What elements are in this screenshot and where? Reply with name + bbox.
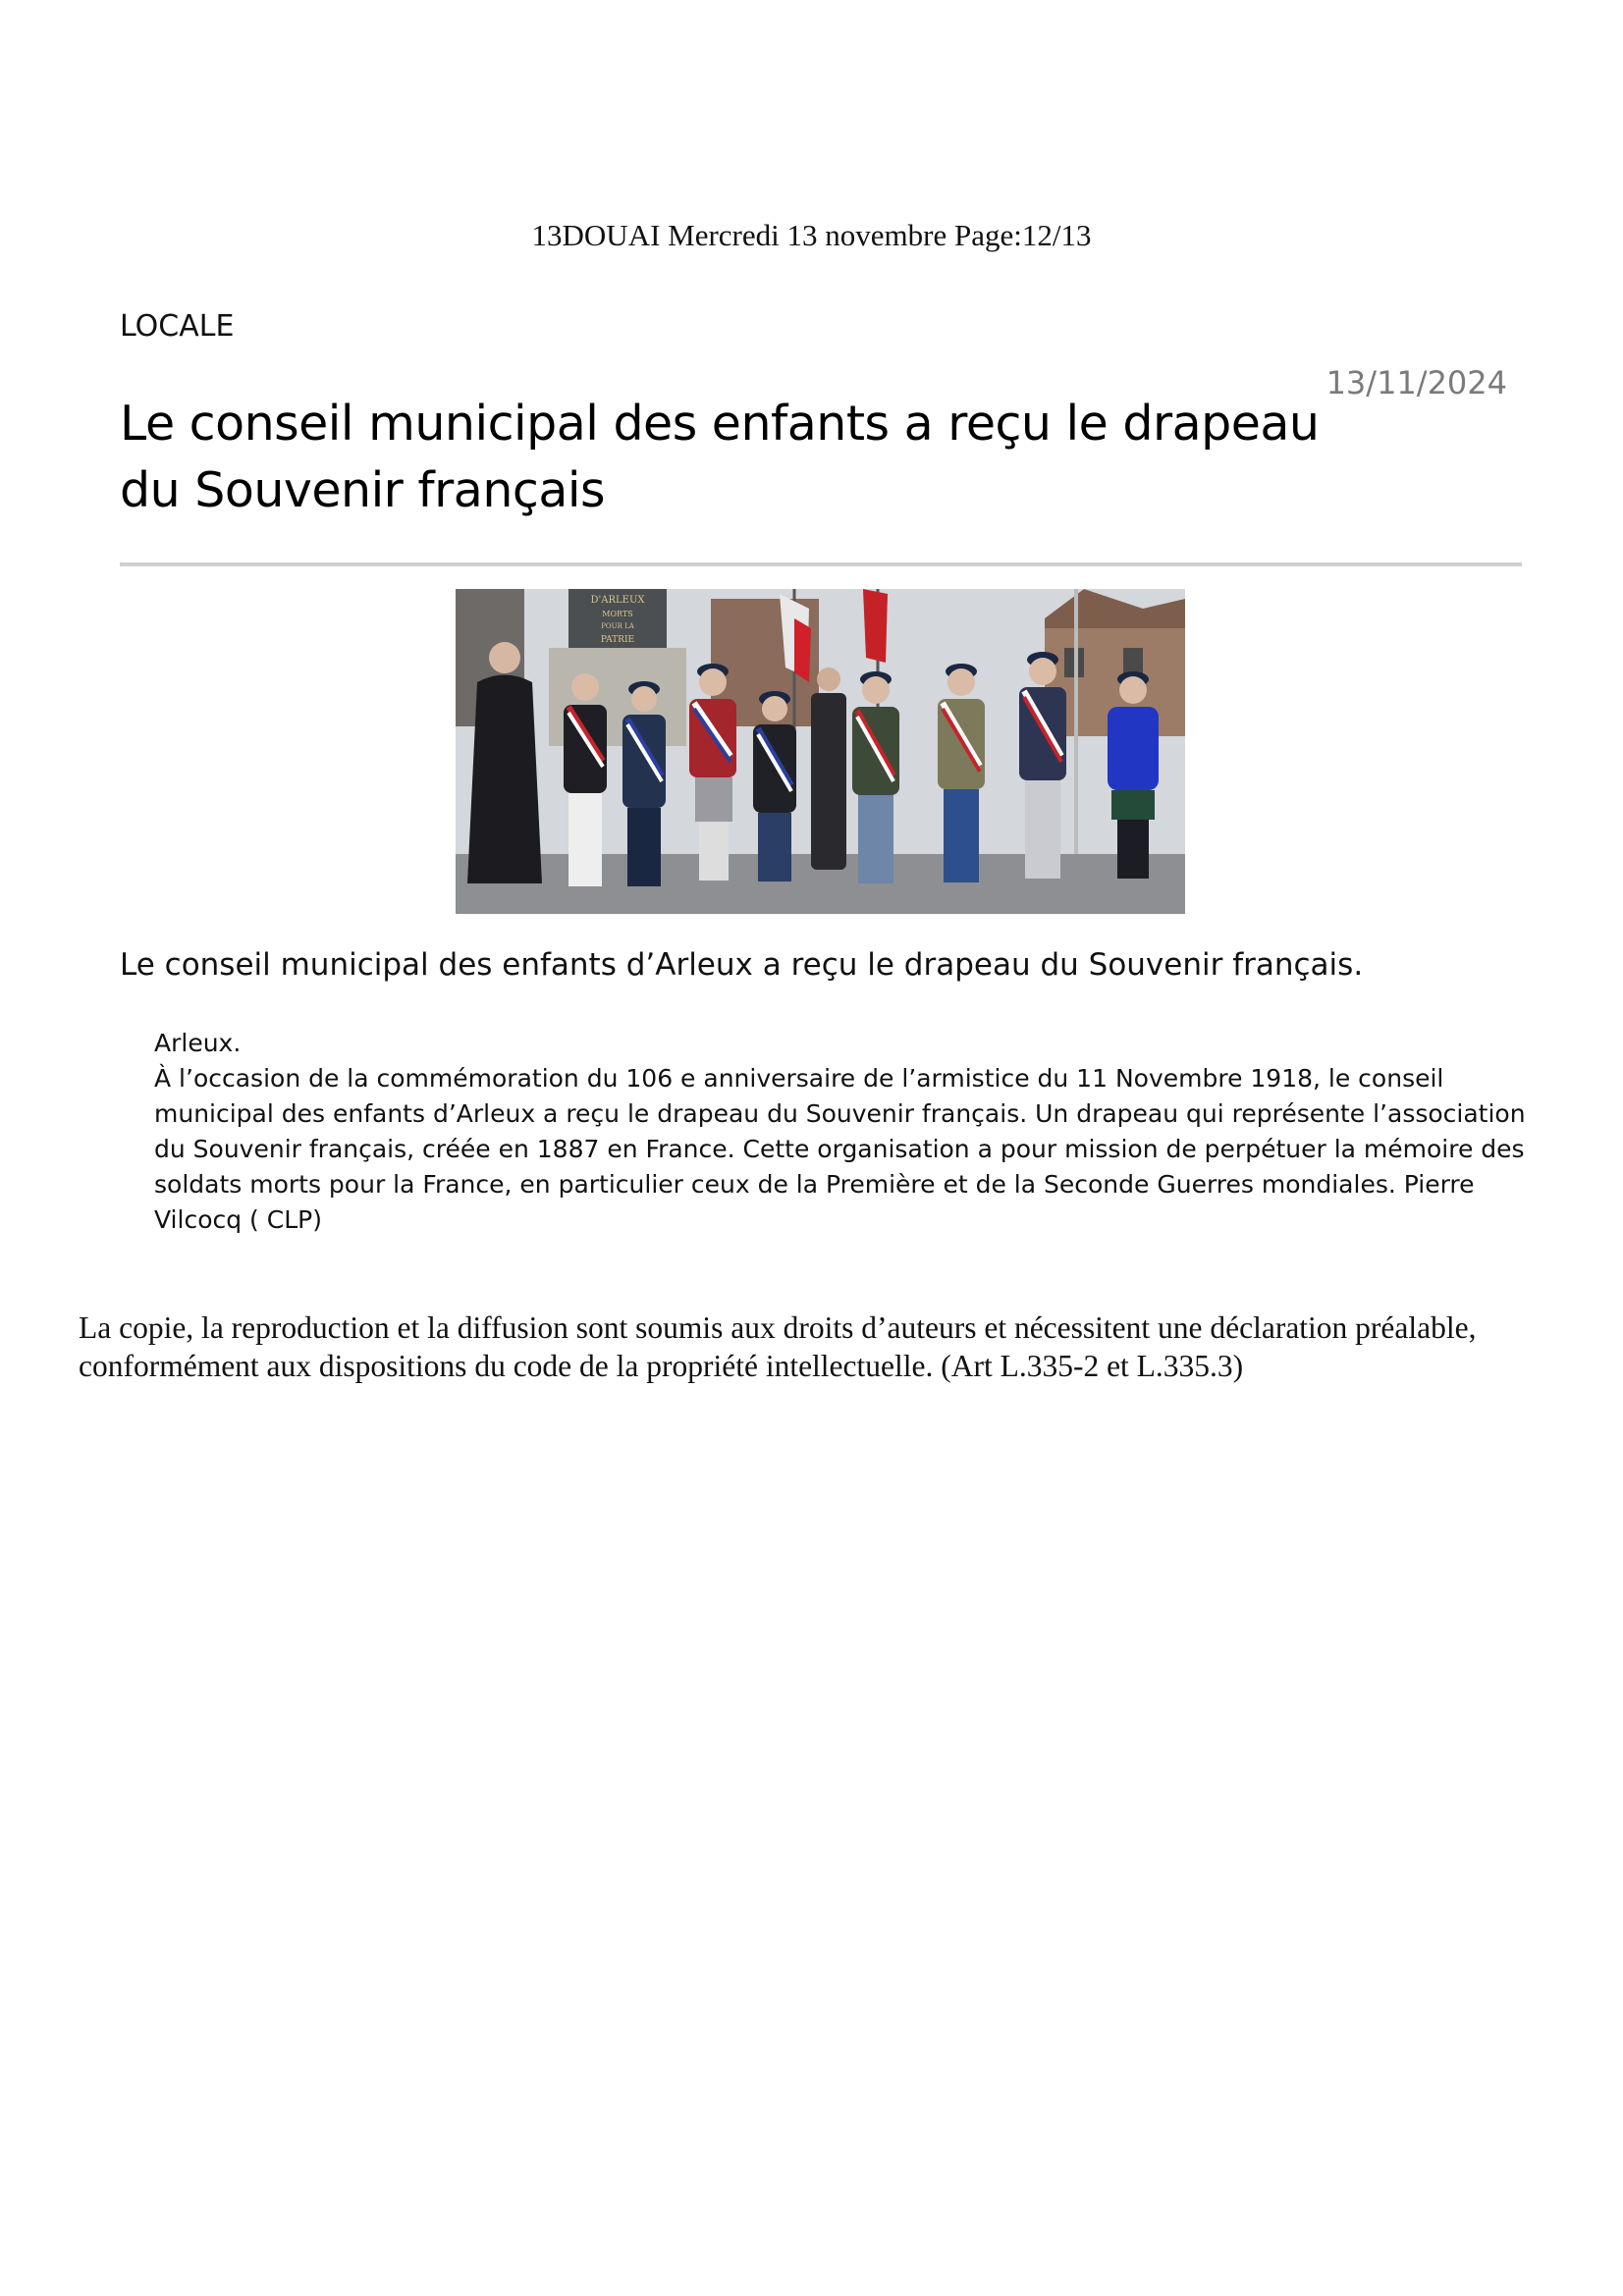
section-label: LOCALE [120, 309, 235, 344]
article-body [154, 1026, 1529, 1238]
monument-inscription-2: MORTS [602, 610, 633, 618]
article-title: Le conseil municipal des enfants a reçu le drapeau du Souvenir français [120, 396, 1320, 518]
monument-inscription-4: PATRIE [600, 635, 635, 645]
legal-notice: La copie, la reproduction et la diffusion sont soumis aux droits d’auteurs et nécessitent une déclaration préalable, conformément aux dispositions du code de la propriété intellectuelle. (Art L.335-2 et L.335.3) [79, 1310, 1477, 1383]
monument-inscription-1: D'ARLEUX [590, 595, 645, 606]
article-text: À l’occasion de la commémoration du 106 e anniversaire de l’armistice du 11 Novembre 1918, le conseil municipal des enfants d’Arleux a reçu le drapeau du Souvenir français. Un drapeau qui représente l’association du Souvenir français, créée en 1887 en France. Cette organisation a pour mission de perpétuer la mémoire des soldats morts pour la France, en particulier ceux de la Première et de la Seconde Guerres mondiales. Pierre Vilcocq ( CLP) [154, 1064, 1526, 1234]
title-divider [120, 562, 1522, 566]
article-photo [456, 589, 1185, 914]
monument-inscription-3: POUR LA [601, 622, 634, 630]
photo-caption: Le conseil municipal des enfants d’Arleux a reçu le drapeau du Souvenir français. [120, 947, 1364, 983]
edition-header: 13DOUAI Mercredi 13 novembre Page:12/13 [531, 218, 1092, 252]
article-date: 13/11/2024 [1325, 364, 1507, 401]
article-place: Arleux. [154, 1029, 242, 1057]
